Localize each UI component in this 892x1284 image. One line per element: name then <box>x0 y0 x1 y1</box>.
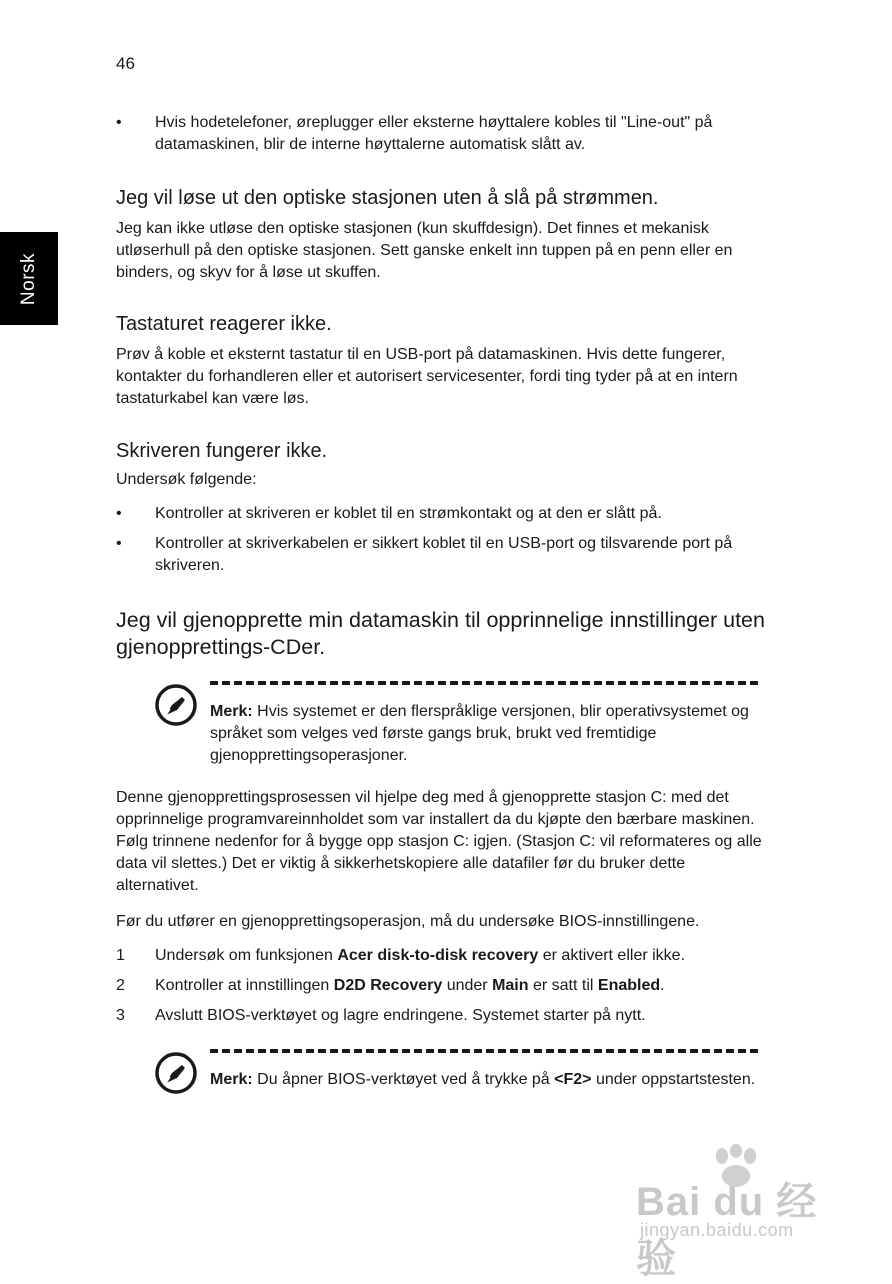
section-heading: Tastaturet reagerer ikke. <box>116 313 332 335</box>
step-text: Kontroller at innstillingen <box>155 977 334 994</box>
section-heading: Jeg vil løse ut den optiske stasjonen uten å slå på strømmen. <box>116 187 659 209</box>
step-text: Avslutt BIOS-verktøyet og lagre endringene. Systemet starter på nytt. <box>155 1007 646 1024</box>
bullet-text: Kontroller at skriverkabelen er sikkert koblet til en USB-port og tilsvarende port på skriveren. <box>155 535 733 574</box>
note-body: under oppstartstesten. <box>591 1071 756 1088</box>
note-label: Merk: <box>210 703 253 720</box>
step-bold-text: D2D Recovery <box>333 977 443 994</box>
section-heading: Skriveren fungerer ikke. <box>116 440 328 462</box>
step-text: Undersøk om funksjonen <box>155 947 338 964</box>
step-text: under <box>442 977 493 994</box>
bullet-text: Hvis hodetelefoner, øreplugger eller eksterne høyttalere kobles til "Line-out" på datamaskinen, blir de interne høyttalerne automatisk slått av. <box>155 114 713 153</box>
page-number: 46 <box>116 54 135 73</box>
step-text: er aktivert eller ikke. <box>538 947 686 964</box>
section-heading: Jeg vil gjenopprette min datamaskin til opprinnelige innstillinger uten gjenopprettings-CDer. <box>116 608 765 659</box>
note-block <box>116 681 766 767</box>
note-text <box>210 701 766 767</box>
note-pen-icon <box>154 1051 198 1095</box>
note-label: Merk: <box>210 1071 253 1088</box>
note-key: <F2> <box>554 1071 592 1088</box>
step-number: 3 <box>116 1007 125 1024</box>
numbered-step <box>116 975 766 997</box>
note-pen-icon <box>154 683 198 727</box>
paragraph: Denne gjenopprettingsprosessen vil hjelpe deg med å gjenopprette stasjon C: med det opprinnelige programvareinnholdet som var installert da du kjøpte den bærbare maskinen. Følg trinnene nedenfor for å bygge opp stasjon C: igjen. (Stasjon C: vil reformateres og alle data vil slettes.) Det er viktig å sikkerhetskopiere alle datafiler før du bruker dette alternativet. <box>116 789 762 894</box>
note-body: Du åpner BIOS-verktøyet ved å trykke på <box>257 1071 555 1088</box>
section-body: Prøv å koble et eksternt tastatur til en USB-port på datamaskinen. Hvis dette fungerer, kontakter du forhandleren eller et autorisert servicesenter, fordi ting tyder på at en intern tastaturkabel kan være løs. <box>116 346 738 407</box>
note-block <box>116 1049 766 1091</box>
step-bold-text: Acer disk-to-disk recovery <box>337 947 539 964</box>
page-content <box>116 112 766 1091</box>
step-bold-text: Main <box>492 977 529 994</box>
list-item: • Kontroller at skriveren er koblet til en strømkontakt og at den er slått på. <box>116 505 662 522</box>
bullet-text: Kontroller at skriveren er koblet til en strømkontakt og at den er slått på. <box>155 505 662 522</box>
language-side-tab <box>0 232 58 325</box>
numbered-step <box>116 1005 766 1027</box>
section-body: Undersøk følgende: <box>116 471 257 488</box>
step-text: er satt til <box>528 977 598 994</box>
numbered-step <box>116 945 766 967</box>
baidu-watermark <box>636 1144 846 1281</box>
list-item: • Kontroller at skriverkabelen er sikkert koblet til en USB-port og tilsvarende port på skriveren. <box>116 535 733 574</box>
note-body: Hvis systemet er den flerspråklige versjonen, blir operativsystemet og språket som velges ved første gangs bruk, brukt ved fremtidige gjenopprettingsoperasjoner. <box>210 703 749 764</box>
list-item: • Hvis hodetelefoner, øreplugger eller eksterne høyttalere kobles til "Line-out" på datamaskinen, blir de interne høyttalerne automatisk slått av. <box>116 114 713 153</box>
note-divider <box>210 681 758 685</box>
step-number: 2 <box>116 977 125 994</box>
step-bold-text: Enabled <box>597 977 661 994</box>
step-number: 1 <box>116 947 125 964</box>
watermark-url: jingyan.baidu.com <box>640 1220 794 1240</box>
step-text: . <box>660 977 665 994</box>
note-text <box>210 1069 766 1091</box>
note-divider <box>210 1049 758 1053</box>
side-tab-label: Norsk <box>18 252 39 305</box>
paragraph: Før du utfører en gjenopprettingsoperasjon, må du undersøke BIOS-innstillingene. <box>116 913 700 930</box>
section-body: Jeg kan ikke utløse den optiske stasjonen (kun skuffdesign). Det finnes et mekanisk utløserhull på den optiske stasjonen. Sett ganske enkelt inn tuppen på en penn eller en binders, og skyv for å løse ut skuffen. <box>116 220 733 281</box>
watermark-brand: Bai du 经验 <box>636 1180 818 1281</box>
